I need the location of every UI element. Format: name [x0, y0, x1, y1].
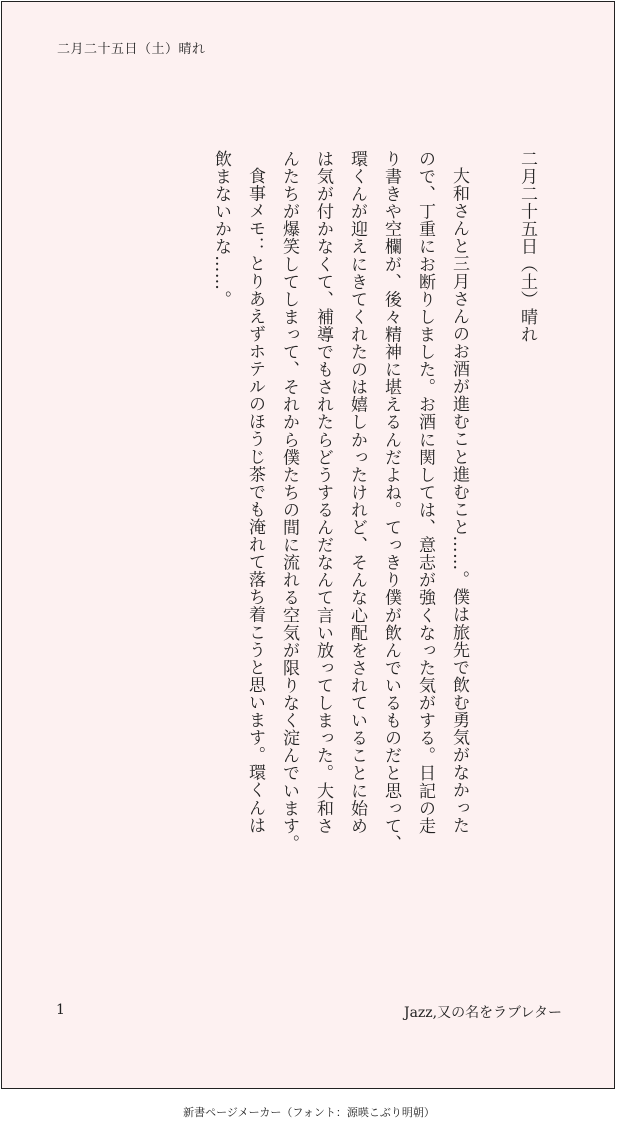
body-line: んたちが爆笑してしまって、それから僕たちの間に流れる空気が限りなく淀んでいます。 — [279, 150, 299, 852]
body-line: 食事メモ：とりあえずホテルのほうじ茶でも淹れて落ち着こうと思います。環くんは — [245, 167, 265, 834]
chapter-title: 二月二十五日（土）晴れ — [517, 150, 537, 344]
body-line: 環くんが迎えにきてくれたのは嬉しかったけれど、そんな心配をされていることに始め — [347, 150, 367, 835]
book-page — [1, 1, 615, 1089]
body-line: 大和さんと三月さんのお酒が進むこと進むこと……。僕は旅先で飲む勇気がなかった — [449, 167, 469, 834]
body-line: 飲まないかな……。 — [211, 150, 231, 308]
body-line: は気が付かなくて、補導でもされたらどうするんだなんて言い放ってしまった。大和さ — [313, 150, 333, 835]
vertical-text-body — [204, 150, 544, 925]
page-number: 1 — [56, 1002, 65, 1018]
running-head: 二月二十五日（土）晴れ — [57, 42, 206, 57]
body-line: ので、丁重にお断りしました。お酒に関しては、意志が強くなった気がする。日記の走 — [415, 150, 435, 835]
body-line: り書きや空欄が、後々精神に堪えるんだよね。てっきり僕が飲んでいるものだと思って、 — [381, 150, 401, 852]
footer-caption: 新書ページメーカー（フォント：源暎こぶり明朝） — [183, 1106, 435, 1119]
book-title: Jazz,又の名をラブレター — [403, 1005, 562, 1021]
